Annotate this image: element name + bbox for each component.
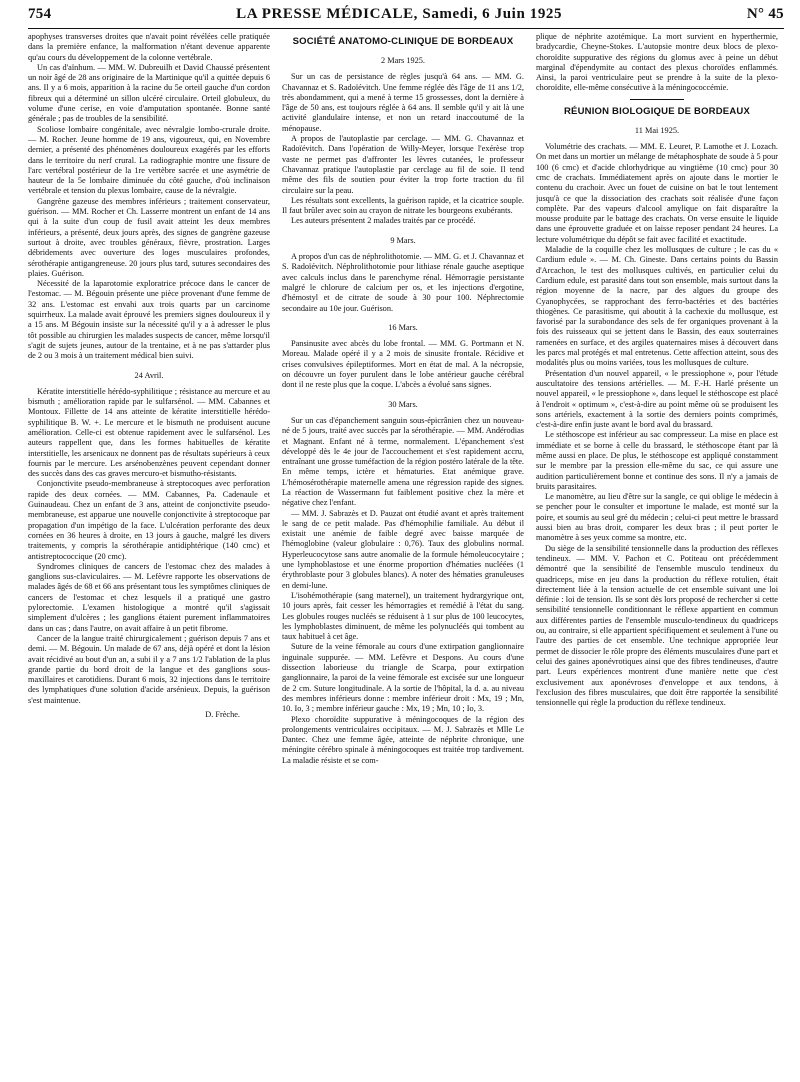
article-epanchement: Sur un cas d'épanchement sanguin sous-épicrânien chez un nouveau-né de 5 jours, traité avec succès par la sérothérapie. — MM. Andérodias et Magnant. Enfant né à terme, normalement. L'épanchement s'est développé dès le 4e jour de l'accouchement et s'est rapidement accru, entraînant une grosse tuméfaction de la région postéro latérale de la tête. En même temps, ictère et hématuries. Etat anémique grave. L'hémosérothérapie maternelle amena une régression rapide des signes. La réaction de Wassermann fut faiblement positive chez la mère et négative chez l'enfant.	[282, 415, 524, 508]
page-number: 754	[28, 6, 52, 22]
article-pressiophone: Présentation d'un nouvel appareil, « le pressiophone », pour l'étude auscultatoire des tensions artérielles. — M. F.-H. Harlé présente un nouvel appareil, « le pressiophone », dans lequel le stéthoscope est placé à l'endroit « optimum », c'est-à-dire au point même où se produisent les sons artériels, exactement à la sortie des derniers points comprimés, c'est-à-dire enfin juste avant le bord aval du brassard.	[536, 368, 778, 430]
session-date: 16 Mars.	[388, 322, 418, 332]
journal-title: LA PRESSE MÉDICALE, Samedi, 6 Juin 1925	[236, 6, 563, 22]
text-columns	[28, 32, 784, 766]
session-date: 2 Mars 1925.	[380, 56, 426, 65]
session-date: 24 Avril.	[134, 370, 164, 380]
article-continuation: plique de néphrite azotémique. La mort survient en hyperthermie, bradycardie, Cheyne-Stokes. L'autopsie montre deux blocs de plexo-choroïdite suppurative des régions du glomus avec à peine un début marginal d'épendymite au contact des plexus choroïdes enflammés. Ainsi, la paroi ventriculaire peut se prendre à la suite de la plexo-choroïdite, elle-même consécutive à la méningococcémie.	[536, 32, 778, 93]
article-gangrene: Gangrène gazeuse des membres inférieurs ; traitement conservateur, guérison. — MM. Rocher et Ch. Lasserre montrent un enfant de 14 ans qui à la suite d'un coup de fusil avait atteint les deux membres inférieurs, a présenté, deux jours après, des signes de gangrène gazeuse surtout à droite, avec troubles généraux, fièvre, prostration. Larges débridements avec ouverture des loges musculaires profondes, sérothérapie antigangreneuse. 20 jours plus tard, sutures secondaires des plaies. Guérison.	[28, 196, 270, 278]
article-laparotomie: Nécessité de la laparotomie exploratrice précoce dans le cancer de l'estomac. — M. Bégouin présente une pièce provenant d'une femme de 32 ans. L'estomac est envahi aux trois quarts par un carcinome squirrheux. La malade avait éprouvé les premiers signes douloureux il y a 15 ans. M Bégouin insiste sur la nécessité qu'il y a à adresser le plus tôt possible au chirurgien les malades suspects de cancer, même lorsqu'il s'agit de sujets jeunes, autour de la trentaine, et à ne pas s'attarder plus de 2 ou 3 mois à un traitement médical bien suivi.	[28, 279, 270, 361]
article-autoplastie: A propos de l'autoplastie par cerclage. — MM. G. Chavannaz et Radoïévitch. Dans l'opération de Willy-Meyer, lorsque l'exérèse trop vaste ne permet pas d'affronter les lèvres cutanées, le professeur Chavannaz pratique l'autoplastie par cerclage au fil de soie. Il tend même des fils de soutien pour éviter la trop forte traction du fil circulaire sur la peau.	[282, 134, 524, 195]
article-ainhum: Un cas d'aïnhum. — MM. W. Dubreuilh et David Chaussé présentent un noir âgé de 28 ans originaire de la Martinique qu'il a quittée depuis 6 ans. Il y a 6 mois, apparition à la racine du 5e orteil gauche d'un cordon fibreux qui a déterminé un sillon ulcéré circulaire. Orteil globuleux, du volume d'une cerise, en voie d'amputation spontanée. Bonne santé générale ; pas de troubles de la sensibilité.	[28, 62, 270, 124]
article-paragraph: Le stéthoscope est inférieur au sac compresseur. La mise en place est immédiate et se borne à celle du brassard, le stéthoscope étant par là même aussi en place. De plus, le stéthoscope est appliqué constamment sur le membre par la pression elle-même du sac, ce qui assure une audition particulièrement bonne et continue des sons. Il n'y a jamais de bruits parasitaires.	[536, 430, 778, 491]
section-heading: RÉUNION BIOLOGIQUE DE BORDEAUX	[564, 105, 750, 117]
author-signature: D. Frèche.	[205, 710, 240, 719]
session-date: 11 Mai 1925.	[634, 125, 680, 135]
article-veine-femorale: Suture de la veine fémorale au cours d'une extirpation ganglionnaire inguinale suppurée. — MM. Lefèvre et Despons. Au cours d'une dissection laborieuse du triangle de Scarpa, pour extirpation ganglionnaire, la paroi de la veine fémorale est excisée sur une longueur de 2 cm. Suture longitudinale. A la sortie de l'hôpital, la d. a. au niveau des membres inférieurs donne : membre inférieur droit : Mx, 19 ; Mn, 10. Io, 3 ; membre inférieur gauche : Mx, 19 ; Mn, 10 ; Io, 3.	[282, 642, 524, 714]
article-paragraph: Les auteurs présentent 2 malades traités par ce procédé.	[291, 216, 476, 226]
issue-number: N° 45	[746, 6, 784, 22]
section-divider	[630, 99, 684, 100]
article-plexo-choroidite: Plexo choroïdite suppurative à méningocoques de la région des prolongements ventriculaires occipitaux. — M. J. Sabrazès et Mlle Le Dantec. Chez une femme âgée, atteinte de néphrite chronique, une méningite cérébro spinale à méningocoques est traitée trop tardivement. La maladie résiste et se com-	[282, 714, 524, 765]
article-conjonctivite: Conjonctivite pseudo-membraneuse à streptocoques avec perforation rapide des deux cornées. — MM. Cabannes, Pa. Cadenaule et Guinaudeau. Chez un enfant de 3 ans, atteint de conjonctivite pseudo-membraneuse, est apparue une nouvelle conjonctivite à streptocoque par propagation d'un impétigo de la face. L'ulcération perforante des deux cornées en 36 heures à droite, en 13 jours à gauche, malgré les divers traitements, y compris la sérothérapie antidiphtérique (140 cmc) et antistreptococcique (20 cmc).	[28, 479, 270, 561]
session-date: 9 Mars.	[390, 235, 416, 245]
article-crachats: Volumétrie des crachats. — MM. E. Leuret, P. Lamothe et J. Lozach. On met dans un mortier un mélange de métaphosphate de soude à 5 pour 100 (6 cmc) et d'acide chlorhydrique au vingtième (10 cmc) pour 30 cmc de crachats. Immédiatement après on ajoute dans le mortier le contenu du crachoir. Avec un fouet de cuisine on bat le tout lentement jusqu'à ce que la dissociation des crachats soit réalisée d'une façon complète. Par des vapeurs d'alcool amylique on fait disparaître la mousse produite par le battage des crachats. On verse ensuite le liquide dans une éprouvette graduée et on laisse reposer pendant 24 heures. La lecture volumétrique du dépôt se fait avec facilité et exactitude.	[536, 142, 778, 244]
article-pansinusite: Pansinusite avec abcès du lobe frontal. — MM. G. Portmann et N. Moreau. Malade opéré il y a 2 mois de sinusite frontale. Récidive et crises convulsives épileptiformes. Mort en état de mal. A la nécropsie, on découvre un foyer purulent dans le lobe antérieur gauche cérébral dont il ne reste plus que la coque. L'abcès a évolué sans signes.	[282, 339, 524, 390]
article-scoliose: Scoliose lombaire congénitale, avec névralgie lombo-crurale droite. — M. Rocher. Jeune homme de 19 ans, vigoureux, qui, en Novembre dernier, a présenté des phénomènes douloureux exagérés par les efforts dans le territoire du nerf crural. La radiographie montre une fissure de l'arc vertébral postérieur de la 1re vertèbre sacrée et une asymétrie de hauteur de la 5e lombaire diminuée du côté gauche, d'où inclinaison vertébrale et tension du plexus lombaire, cause de la névralgie.	[28, 124, 270, 196]
article-paragraph: L'isohémothérapie (sang maternel), un traitement hydrargyrique ont, 10 jours après, fait cesser les hémorragies et remédié à l'état du sang. Les globules rouges nucléés se réduisent à 1 sur plus de 100 leucocytes, les lymphoblastes diminuent, de même les polynucléés qui tombent au taux habituel à cet âge.	[282, 590, 524, 642]
article-keratite: Kératite interstitielle hérédo-syphilitique ; résistance au mercure et au bismuth ; amélioration rapide par le sulfarsénol. — MM. Cabannes et Montoux. Fillette de 14 ans atteinte de kératite interstitielle hérédo-syphilitique B. W. +. Le mercure et le bismuth ne produisent aucune amélioration. Celle-ci est obtenue rapidement avec le sulfarsénol. Les auteurs rappellent que, dans les formes habituelles de kératite interstitielle, les arsenicaux ne donnent pas de résultats supérieurs à ceux fournis par le mercure. Les arsénobenzènes peuvent cependant donner des succès dans des cas graves mercuro-et bismutho-résistants.	[28, 386, 270, 479]
article-paragraph: — MM. J. Sabrazès et D. Pauzat ont étudié avant et après traitement le sang de ce petit malade. Pas d'hémophilie familiale. Au début il existait une anémie de faible degré avec baisse marquée de l'hémoglobine (valeur globulaire : 0,76). Taux des globulins normal. Hyperleucocytose sans autre anomalie de la formule hémoleucocytaire ; une lymphoblastose et une énorme proportion d'hématies nucléées (1 érythroblaste pour 3 globules blancs). A noter des hématies granuleuses en demi-lune.	[282, 508, 524, 590]
article-paragraph: Les résultats sont excellents, la guérison rapide, et la cicatrice souple. Il faut brûler avec soin au crayon de nitrate les bourgeons exubérants.	[282, 195, 524, 216]
article-paragraph: Le manomètre, au lieu d'être sur la sangle, ce qui oblige le médecin à se pencher pour le consulter et importune le malade, est monté sur la poire, et soumis au seul gré du médecin ; celui-ci peut mettre le brassard aussi bien au bras droit, comparer les deux bras ; il peut porter le manomètre à ses yeux comme sa montre, etc.	[536, 492, 778, 543]
section-heading: SOCIÉTÉ ANATOMO-CLINIQUE DE BORDEAUX	[292, 36, 514, 47]
page-header	[28, 6, 784, 29]
article-cardium: Maladie de la coquille chez les mollusques de culture ; le cas du « Cardium edule ». — M. Ch. Gineste. Dans certains points du Bassin d'Arcachon, le test des mollusques cultivés, en particulier celui du Cardium edule, est parasité dans tout son ensemble, mais surtout dans la région moyenne de la nacre, par des algues du groupe des Cyanophycées, se rapprochant des ferro-bactéries et des bactéries thiogènes. Ce parasitisme, qui aboutit à la cachexie du mollusque, est favorisé par la surabondance des sels de fer organiques provenant à la fois des ruisseaux qui se jettent dans le Bassin, des eaux souterraines ramenées en surface, et des argiles quaternaires mises à découvert dans les parcs mal protégés et mal entretenus. Cette affection atteint, sous des modalités plus ou moins variées, tous les mollusques de culture.	[536, 245, 778, 368]
session-date: 30 Mars.	[388, 399, 418, 409]
article-nephrolithotomie: A propos d'un cas de néphrolithotomie. — MM. G. et J. Chavannaz et S. Radoïévitch. Néphrolithotomie pour lithiase rénale gauche aseptique avec calculs inclus dans le parenchyme rénal. Hémorragie persistante malgré le chlorure de calcium per os, et les injections d'ergotine, d'hémostyl et de citrate de soude à 30 pour 100. Néphrectomie secondaire au 10e jour. Guérison.	[282, 252, 524, 313]
article-regles: Sur un cas de persistance de règles jusqu'à 64 ans. — MM. G. Chavannaz et S. Radoïévitch. Une femme réglée dès l'âge de 11 ans 1/2, très abondamment, qui a mené à terme 15 grossesses, dont la dernière à l'âge de 50 ans, est toujours réglée à 64 ans. Il semble qu'il y ait là une activité glandulaire intense, et non un retard inaccoutumé de la ménopause.	[282, 72, 524, 133]
column-right	[536, 32, 778, 766]
article-syndromes: Syndromes cliniques de cancers de l'estomac chez des malades à ganglions sus-claviculaires. — M. Lefèvre rapporte les observations de malades âgés de 68 et 66 ans présentant tous les symptômes cliniques de cancers de l'estomac et chez lesquels il a pratiqué une gastro pylorectomie. L'examen histologique a montré qu'il s'agissait simplement d'ulcères ; les ganglions étaient purement inflammatoires dans un cas ; dans l'autre, on avait affaire à un petit fibrome.	[28, 561, 270, 633]
article-continuation: apophyses transverses droites que n'avait point révélées celle pratiquée dans la première enfance, la malformation n'étant devenue apparente qu'au cours du développement de la colonne vertébrale.	[28, 32, 270, 62]
article-cancer-langue: Cancer de la langue traité chirurgicalement ; guérison depuis 7 ans et demi. — M. Bégouin. Un malade de 67 ans, déjà opéré et dont la lésion avait récidivé au bout d'un an, a subi il y a 7 ans 1/2 l'ablation de la plus grande partie du bord droit de la langue et des ganglions sous-maxillaires et carotidiens. Durant 6 mois, 32 injections dans le territoire des lymphatiques d'une solution d'acide arsénieux. Depuis, la guérison s'est maintenue.	[28, 633, 270, 705]
article-reflexes: Du siège de la sensibilité tensionnelle dans la production des réflexes tendineux. — MM. V. Pachon et C. Potiteau ont précédemment démontré que la sensibilité de l'ensemble musculo tendineux du quadriceps, mise en jeu dans la production du réflexe rotulien, était directement liée à la tension actuelle de cet ensemble suivant une loi définie : loi de tension. Ils se sont dès lors proposé de rechercher si cette sensibilité tensionnelle conditionnant le réflexe appartient en commun aux différentes parties de l'ensemble musculo-tendineux du quadriceps ou, au contraire, si elle appartient spécifiquement et seulement à l'une ou l'autre des parties de cet ensemble. Une technique appropriée leur permet de dissocier le rôle propre des éléments musculaires d'une part et celui des gaines aponévrotiques ainsi que des fibres tendineuses, d'autre part. Leurs expériences montrent d'une manière nette que c'est exclusivement aux aponévroses d'enveloppe et aux tendons, à l'exclusion des fibres musculaires, que doit être rapportée la sensibilité tensionnelle qui règle la production du réflexe tendineux.	[536, 543, 778, 708]
column-left	[28, 32, 270, 766]
column-middle	[282, 32, 524, 766]
